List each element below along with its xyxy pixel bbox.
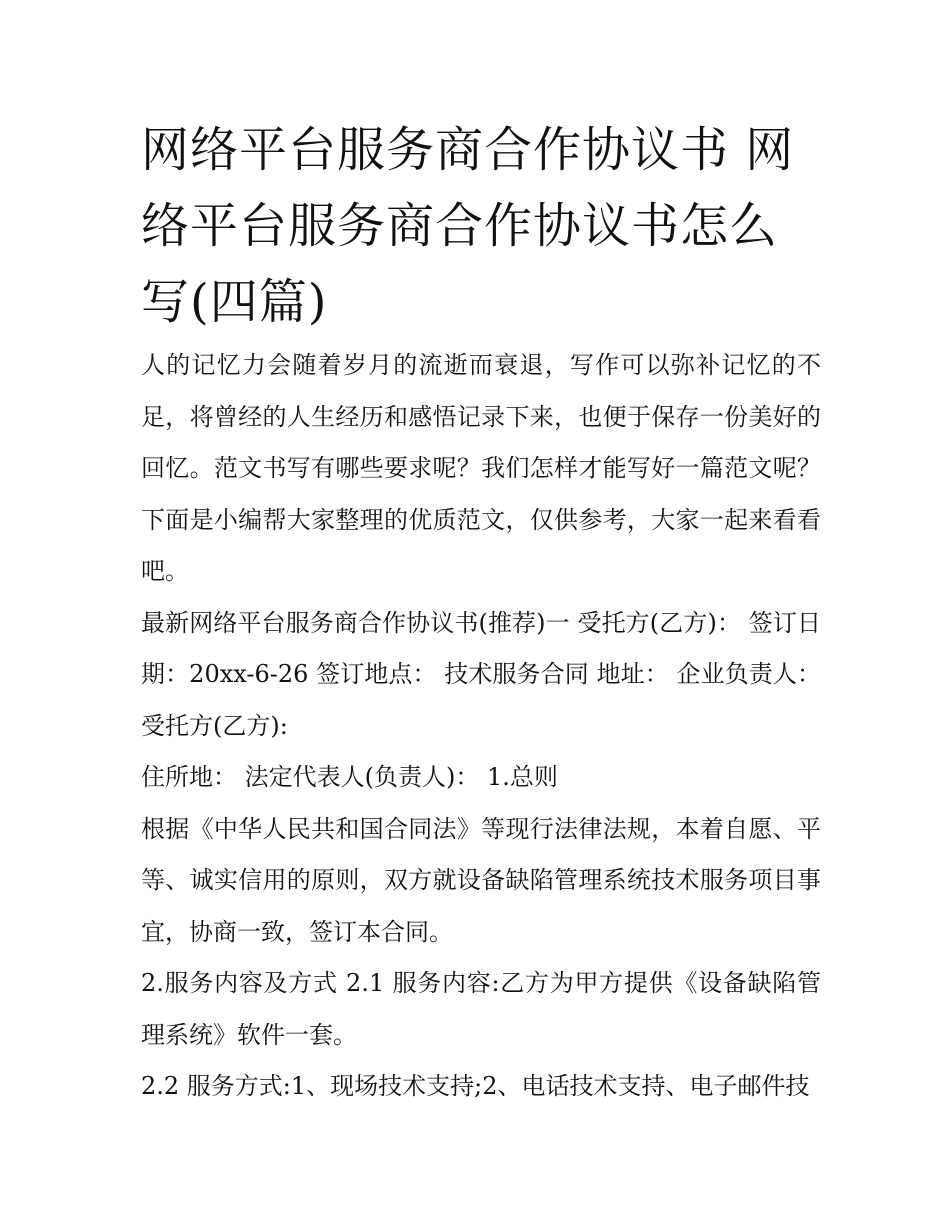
intro-paragraph: 人的记忆力会随着岁月的流逝而衰退，写作可以弥补记忆的不足，将曾经的人生经历和感悟记录下来，也便于保存一份美好的回忆。范文书写有哪些要求呢？我们怎样才能写好一篇范文呢？下面是小编帮大家整理的优质范文，仅供参考，大家一起来看看吧。 (141, 351, 821, 585)
agreement-header-paragraph: 最新网络平台服务商合作协议书(推荐)一 受托方(乙方)： 签订日期：20xx-6-26 签订地点： 技术服务合同 地址： 企业负责人： 受托方(乙方): (141, 608, 821, 740)
document-body (141, 112, 821, 1113)
residence-paragraph: 住所地： 法定代表人(负责人)： 1.总则 (141, 763, 558, 791)
document-title: 网络平台服务商合作协议书 网络平台服务商合作协议书怎么写(四篇) (141, 122, 795, 330)
legal-basis-paragraph: 根据《中华人民共和国合同法》等现行法律法规，本着自愿、平等、诚实信用的原则，双方就设备缺陷管理系统技术服务项目事宜，协商一致，签订本合同。 (141, 814, 821, 946)
service-method-paragraph: 2.2 服务方式:1、现场技术支持;2、电话技术支持、电子邮件技 (141, 1072, 810, 1100)
service-content-paragraph: 2.服务内容及方式 2.1 服务内容:乙方为甲方提供《设备缺陷管理系统》软件一套。 (141, 969, 821, 1049)
